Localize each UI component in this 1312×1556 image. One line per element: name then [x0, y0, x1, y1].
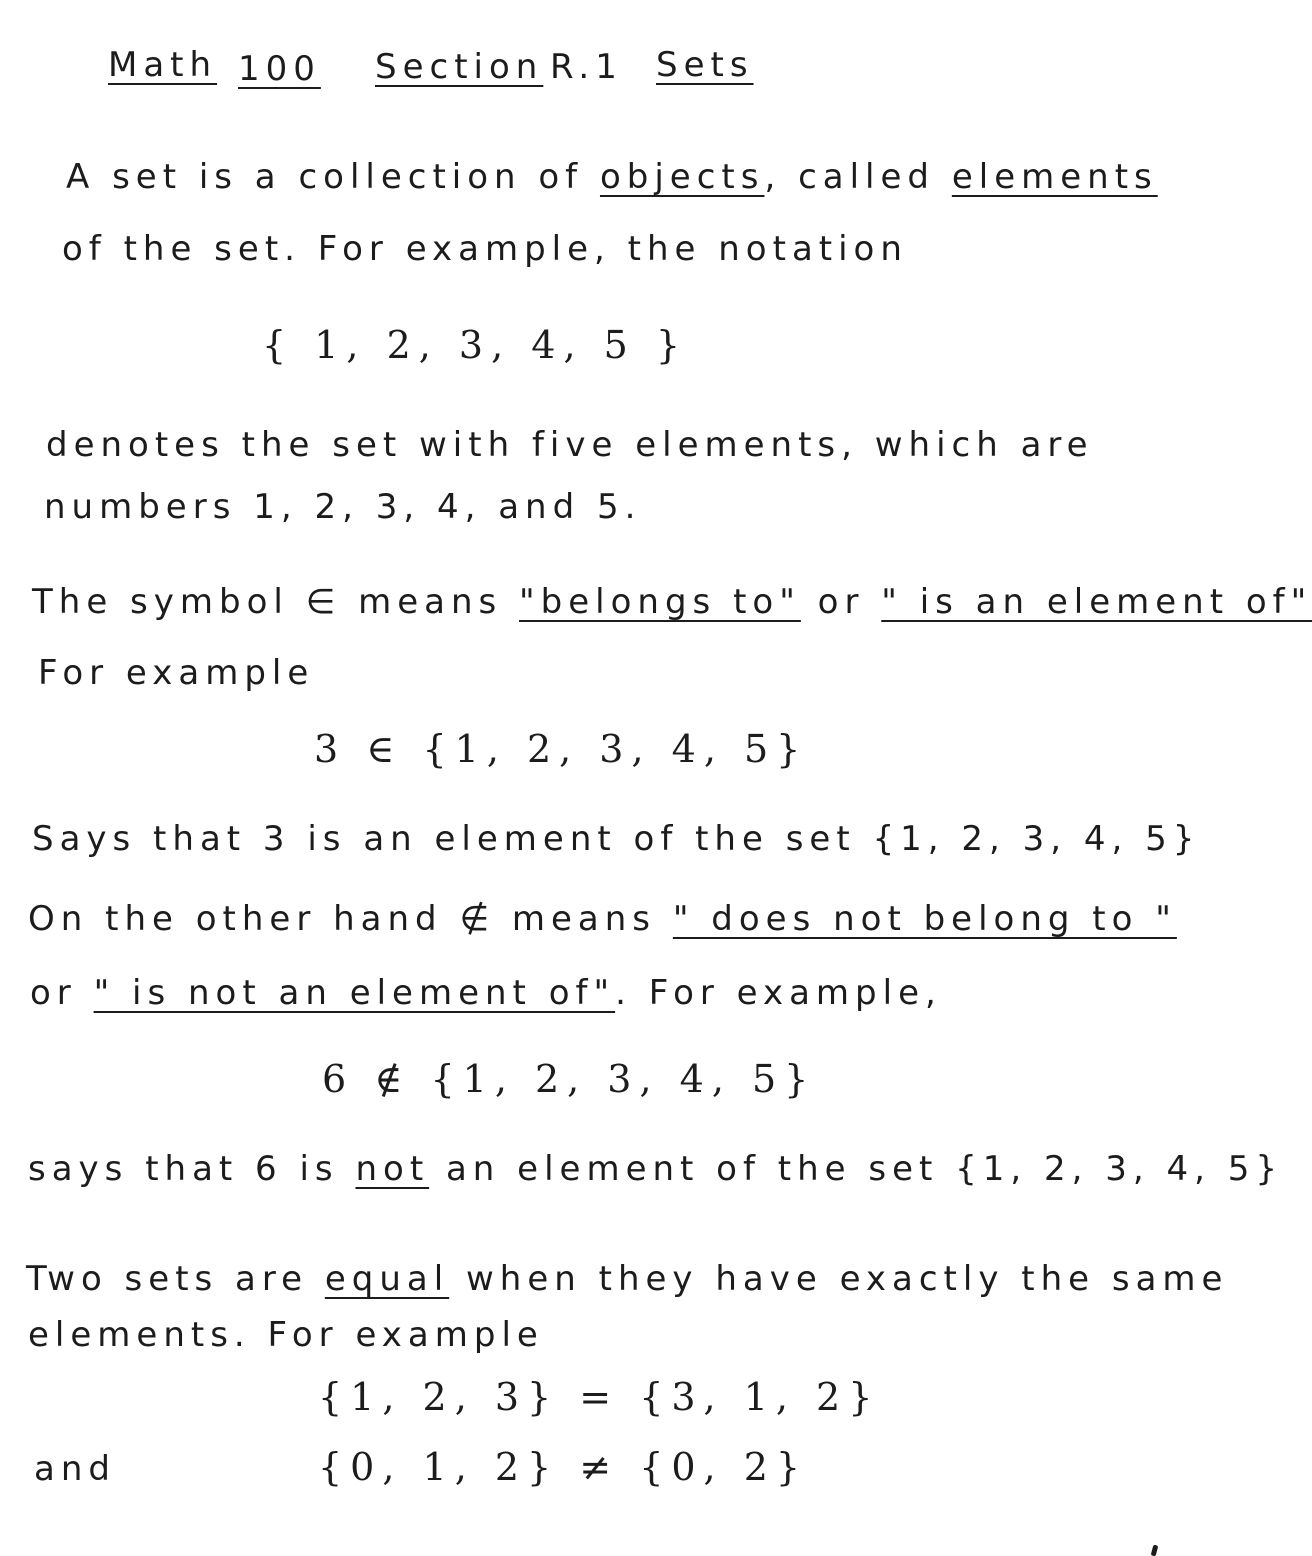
word-objects: objects [599, 157, 765, 197]
line-10 [28, 1149, 1284, 1189]
line-4: numbers 1, 2, 3, 4, and 5. [44, 487, 642, 527]
symbol-in: ∈ [305, 582, 342, 622]
line-11 [26, 1259, 1229, 1299]
line-3: denotes the set with five elements, which are [46, 425, 1094, 465]
line-2: of the set. For example, the notation [62, 229, 908, 269]
header-section-number: R.1 [550, 47, 623, 87]
example-membership: 3 ∈ {1, 2, 3, 4, 5} [314, 727, 809, 771]
word-and: and [34, 1449, 116, 1489]
header-course: Math [108, 45, 218, 85]
line-8 [28, 899, 1177, 939]
phrase-is-not-an-element-of: " is not an element of" [93, 973, 616, 1013]
line-1-a: A set is a collection of [66, 157, 584, 197]
header-topic: Sets [656, 45, 754, 85]
example-unequal-sets: {0, 1, 2} ≠ {0, 2} [318, 1445, 809, 1489]
line-1-b: , called [764, 157, 936, 197]
line-5 [32, 582, 1312, 622]
line-9-a: or [30, 973, 77, 1013]
set-notation: { 1, 2, 3, 4, 5 } [262, 323, 689, 367]
symbol-not-in: ∉ [459, 899, 496, 939]
line-8-b: means [511, 899, 657, 939]
line-10-b: an element of the set {1, 2, 3, 4, 5} [445, 1149, 1284, 1189]
line-9 [30, 973, 942, 1013]
phrase-does-not-belong-to: " does not belong to " [672, 899, 1177, 939]
line-11-b: when they have exactly the same [466, 1259, 1229, 1299]
line-9-b: . For example, [615, 973, 942, 1013]
line-5-a: The symbol [32, 582, 289, 622]
line-5-or: or [817, 582, 865, 622]
line-7: Says that 3 is an element of the set {1, 2, 3, 4, 5} [32, 819, 1201, 859]
example-non-membership: 6 ∉ {1, 2, 3, 4, 5} [322, 1057, 817, 1101]
line-6: For example [38, 653, 315, 693]
header-number: 100 [238, 49, 321, 89]
line-8-a: On the other hand [28, 899, 443, 939]
example-equal-sets: {1, 2, 3} = {3, 1, 2} [318, 1375, 881, 1419]
word-not: not [355, 1149, 430, 1189]
word-elements: elements [951, 157, 1158, 197]
line-10-a: says that 6 is [28, 1149, 339, 1189]
word-equal: equal [324, 1259, 450, 1299]
phrase-is-an-element-of: " is an element of" [881, 582, 1312, 622]
phrase-belongs-to: "belongs to" [519, 582, 801, 622]
header-section-word: Section [375, 47, 544, 87]
line-5-b: means [358, 582, 503, 622]
line-1 [66, 157, 1158, 197]
line-11-a: Two sets are [26, 1259, 309, 1299]
page-mark [1151, 1545, 1159, 1556]
line-12: elements. For example [28, 1315, 544, 1355]
